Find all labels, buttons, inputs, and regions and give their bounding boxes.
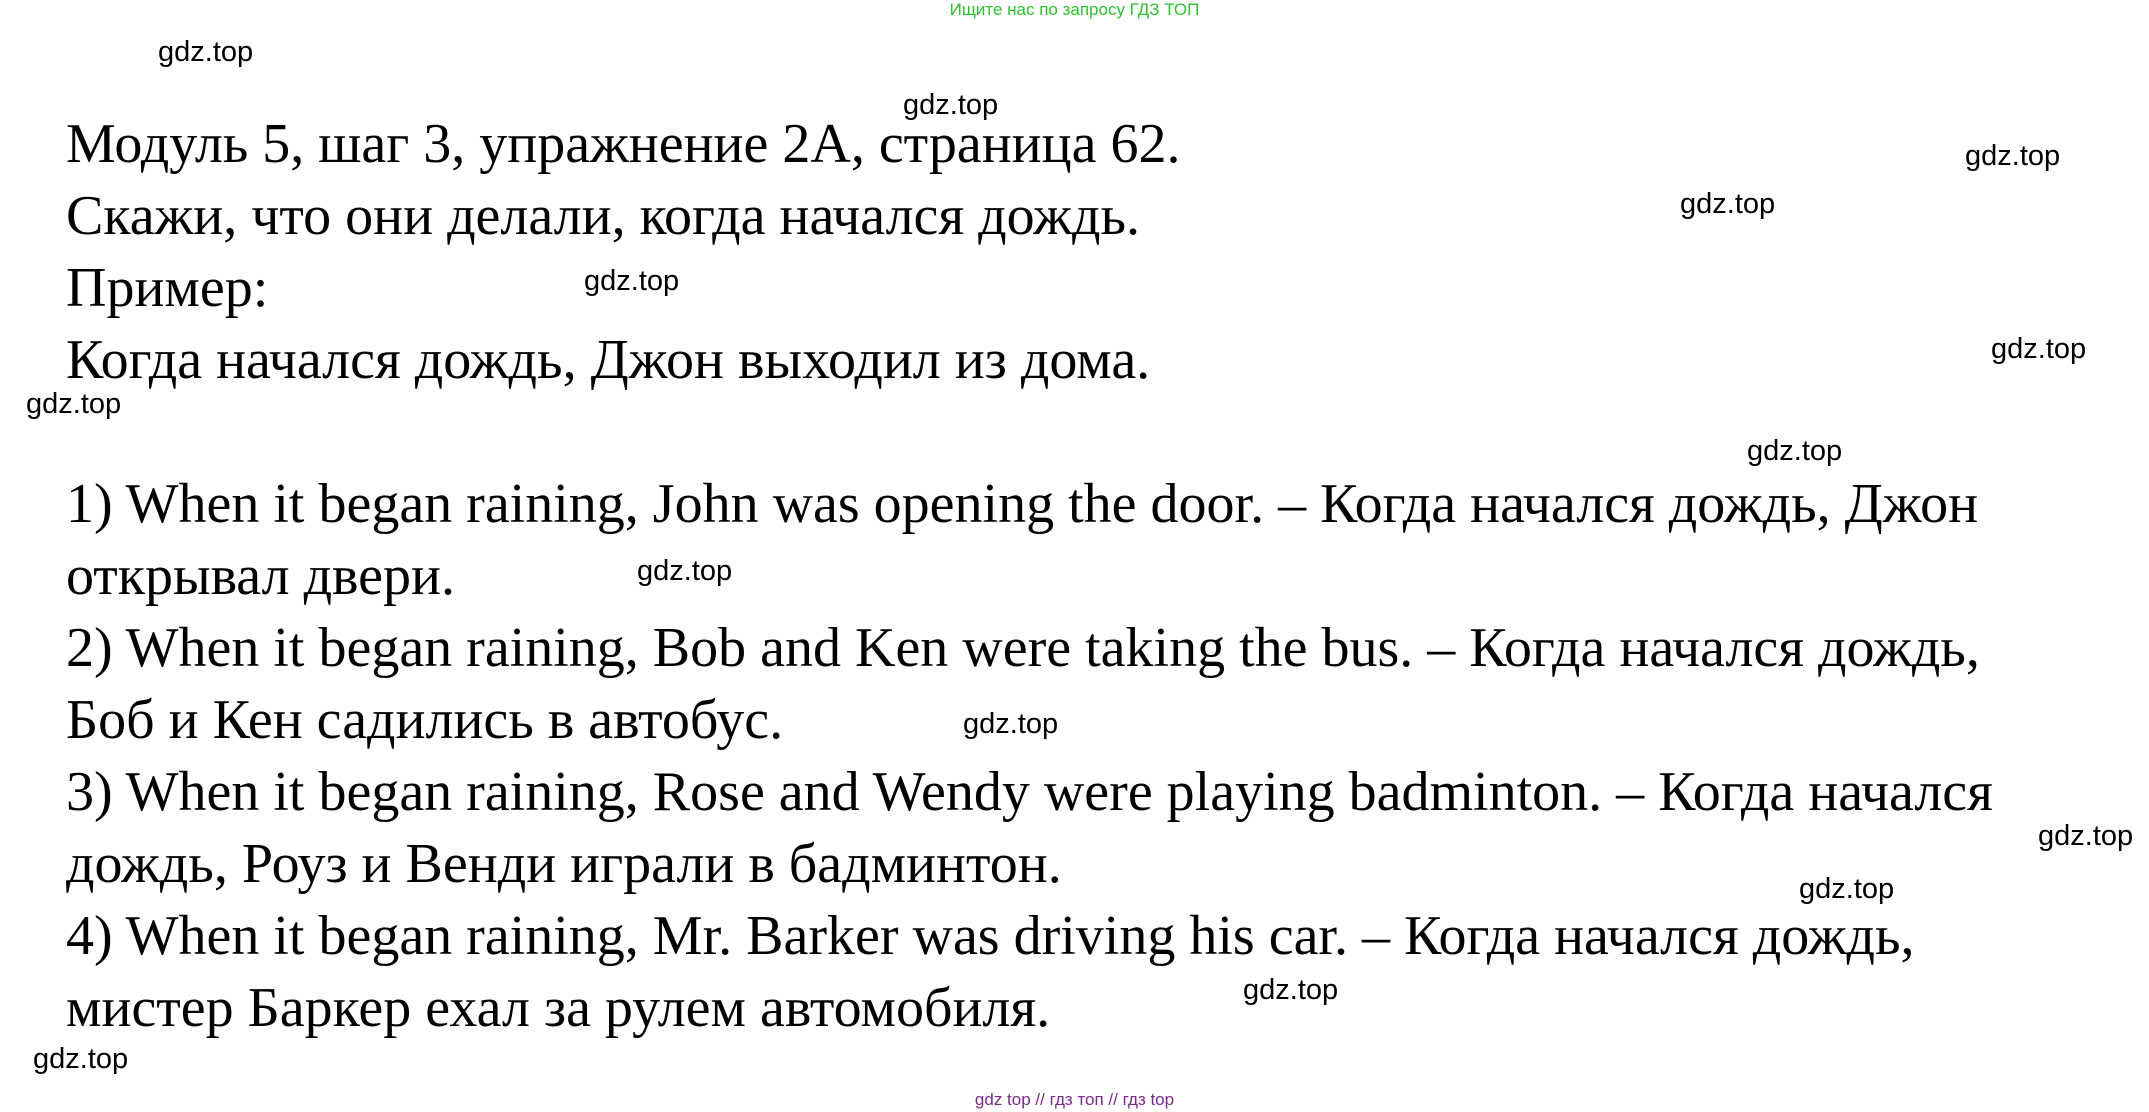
example-label: Пример: [66, 257, 269, 319]
watermark: gdz.top [2038, 820, 2134, 852]
answer-line: 2) When it began raining, Bob and Ken were taking the bus. – Когда начался дождь, [66, 617, 1980, 679]
watermark: gdz.top [33, 1043, 129, 1075]
watermark: gdz.top [158, 36, 254, 68]
watermark: gdz.top [963, 708, 1059, 740]
answer-line: Боб и Кен садились в автобус. [66, 689, 784, 751]
watermark: gdz.top [903, 89, 999, 121]
watermark: gdz.top [584, 265, 680, 297]
watermark: gdz.top [1799, 873, 1895, 905]
watermark: gdz.top [1965, 140, 2061, 172]
watermark: gdz.top [1991, 333, 2087, 365]
answer-line: 4) When it began raining, Mr. Barker was driving his car. – Когда начался дождь, [66, 905, 1915, 967]
answer-line: 3) When it began raining, Rose and Wendy were playing badminton. – Когда начался [66, 761, 1993, 823]
answer-line: дождь, Роуз и Венди играли в бадминтон. [66, 833, 1062, 895]
exercise-title: Модуль 5, шаг 3, упражнение 2А, страница 62. [66, 113, 1181, 175]
watermark: gdz.top [1747, 435, 1843, 467]
answer-line: мистер Баркер ехал за рулем автомобиля. [66, 977, 1051, 1039]
exercise-instruction: Скажи, что они делали, когда начался дождь. [66, 185, 1140, 247]
watermark: gdz.top [1243, 974, 1339, 1006]
top-banner: Ищите нас по запросу ГДЗ ТОП [949, 0, 1200, 19]
answer-line: открывал двери. [66, 545, 455, 607]
watermark: gdz.top [26, 388, 122, 420]
answer-line: 1) When it began raining, John was opening the door. – Когда начался дождь, Джон [66, 473, 1979, 535]
footer-watermark: gdz top // гдз топ // гдз top [974, 1090, 1175, 1109]
watermark: gdz.top [637, 555, 733, 587]
watermark: gdz.top [1680, 188, 1776, 220]
example-sentence: Когда начался дождь, Джон выходил из дома. [66, 329, 1151, 391]
